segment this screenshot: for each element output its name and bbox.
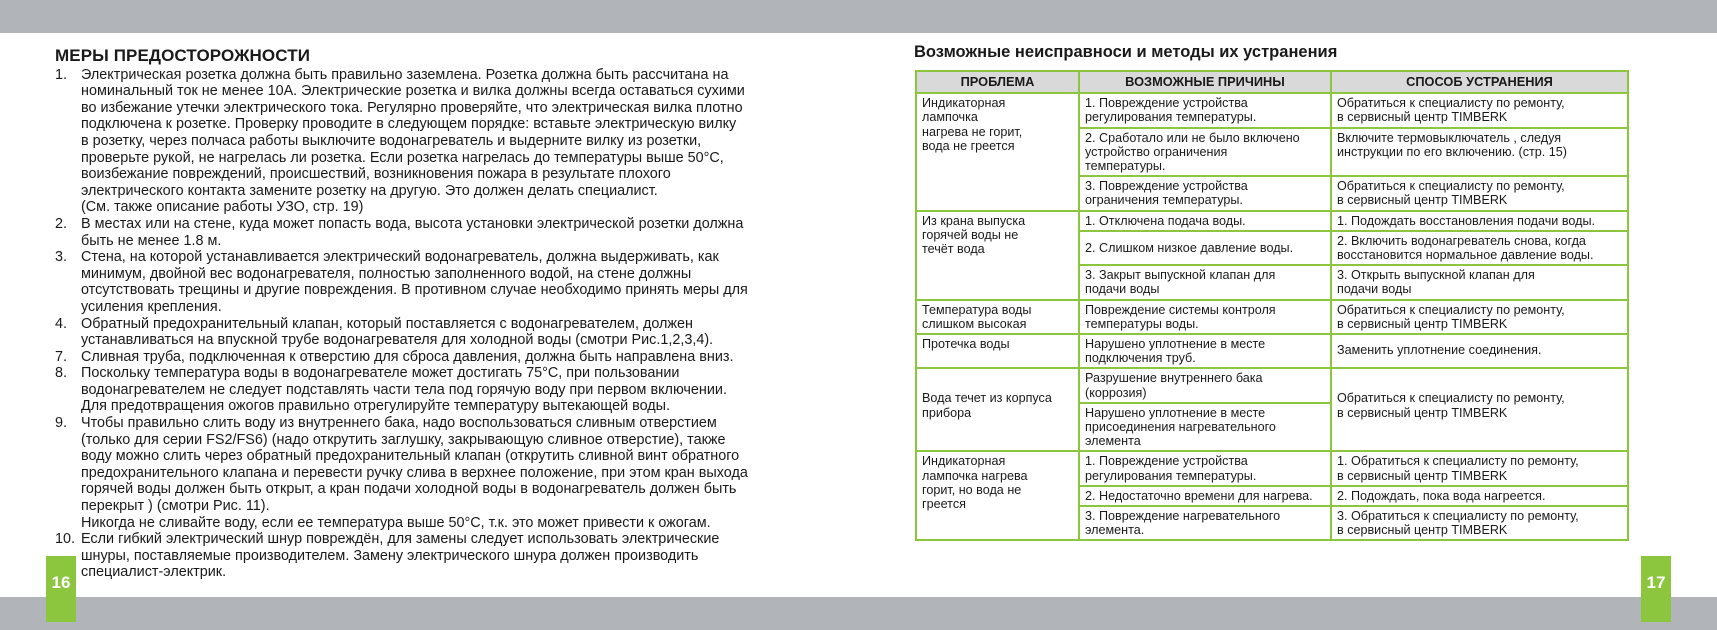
fix-cell — [1331, 506, 1628, 540]
problem-text: Вода течет из корпуса прибора — [922, 391, 1052, 420]
problem-cell — [916, 334, 1079, 368]
item-number: 1. — [55, 66, 68, 83]
fix-cell — [1331, 176, 1628, 210]
cause-text: 1. Отключена подача воды. — [1085, 213, 1246, 228]
item-number: 3. — [55, 249, 68, 266]
precaution-item — [55, 365, 830, 415]
table-row — [916, 211, 1628, 231]
item-number: 7. — [55, 348, 68, 365]
item-text: Электрическая розетка должна быть правильно заземлена. Розетка должна быть рассчитана на номинальный ток не менее 10А. Электрические розетка и вилка должны всегда оставаться сухими во избежание утечки электрического тока. Регулярно проверяйте, что электрическая вилка плотно подключена к розетке. Проверку проводите в следующем порядке: вставьте электрическую вилку в розетку, через полчаса работы выключите водонагреватель и выдерните вилку из розетки, проверьте рукой, не нагрелась ли розетка. Если розетка нагрелась до температуры выше 50°С, воизбежание повреждений, происшествий, возникновения пожара в результате плохого электрического контакта замените розетку на другую. Это должен делать специалист. (См. также описание работы УЗО, стр. 19) — [81, 66, 745, 216]
cause-cell — [1079, 176, 1331, 210]
item-text: Если гибкий электрический шнур повреждён, для замены следует использовать электрические шнуры, поставляемые производителем. Замену электрического шнура должен производить специалист-электрик. — [81, 531, 720, 581]
cause-text: Нарушено уплотнение в месте присоединения нагревательного элемента — [1085, 405, 1276, 449]
fix-cell — [1331, 334, 1628, 368]
cause-cell — [1079, 128, 1331, 177]
problem-cell — [916, 211, 1079, 300]
header-problem: ПРОБЛЕМА — [916, 71, 1079, 93]
cause-text: 3. Повреждение устройства ограничения температуры. — [1085, 179, 1248, 208]
precaution-item — [55, 349, 830, 366]
problem-text: Индикаторная лампочка нагрева горит, но вода не греется — [922, 454, 1028, 512]
cause-text: 2. Сработало или не было включено устройство ограничения температуры. — [1085, 130, 1300, 174]
fix-text: 3. Обратиться к специалисту по ремонту, в сервисный центр TIMBERK — [1337, 509, 1579, 538]
item-text: Стена, на которой устанавливается электрический водонагреватель, должна выдерживать, как минимум, двойной вес водонагревателя, полностью заполненного водой, на стене должны отсутствовать трещины и другие повреждения. В противном случае необходимо принять меры для усиления крепления. — [81, 249, 748, 315]
fix-text: 1. Подождать восстановления подачи воды. — [1337, 213, 1596, 228]
fix-cell — [1331, 211, 1628, 231]
header-solution: СПОСОБ УСТРАНЕНИЯ — [1331, 71, 1628, 93]
header-causes: ВОЗМОЖНЫЕ ПРИЧИНЫ — [1079, 71, 1331, 93]
cause-text: 3. Повреждение нагревательного элемента. — [1085, 509, 1281, 538]
problem-cell — [916, 451, 1079, 540]
cause-cell — [1079, 334, 1331, 368]
item-number: 4. — [55, 315, 68, 332]
table-row — [916, 451, 1628, 485]
item-number: 10. — [55, 531, 76, 548]
cause-cell — [1079, 300, 1331, 334]
cause-text: Нарушено уплотнение в месте подключения труб. — [1085, 337, 1266, 366]
table-header-row — [916, 71, 1628, 93]
table-row — [916, 300, 1628, 334]
cause-cell — [1079, 486, 1331, 506]
precaution-item — [55, 316, 830, 349]
problem-cell — [916, 368, 1079, 451]
item-text: В местах или на стене, куда может попасть вода, высота установки электрической розетки должна быть не менее 1.8 м. — [81, 215, 744, 249]
bottom-band — [0, 597, 1717, 630]
table-row — [916, 334, 1628, 368]
fix-text: Обратиться к специалисту по ремонту, в сервисный центр TIMBERK — [1337, 302, 1565, 331]
cause-cell — [1079, 231, 1331, 265]
item-text: Обратный предохранительный клапан, который поставляется с водонагревателем, должен устанавливаться на впускной трубе водонагревателя для холодной воды (смотри Рис.1,2,3,4). — [81, 315, 714, 349]
problem-cell — [916, 93, 1079, 210]
fix-cell — [1331, 451, 1628, 485]
fix-cell — [1331, 231, 1628, 265]
precaution-item — [55, 216, 830, 249]
cause-cell — [1079, 265, 1331, 299]
fix-text: 2. Подождать, пока вода нагреется. — [1337, 488, 1546, 503]
table-row — [916, 93, 1628, 127]
fix-text: Включите термовыключатель , следуя инструкции по его включению. (стр. 15) — [1337, 130, 1567, 159]
fix-cell — [1331, 265, 1628, 299]
precaution-item — [55, 249, 830, 315]
item-number: 9. — [55, 415, 68, 432]
table-row — [916, 368, 1628, 402]
item-number: 2. — [55, 215, 68, 232]
cause-cell — [1079, 211, 1331, 231]
item-text: Поскольку температура воды в водонагревателе может достигать 75°С, при пользовании водонагревателем не следует подставлять части тела под горячую воду при первом включении. Для предотвращения ожогов правильно отрегулируйте температуру вытекающей воды. — [81, 365, 727, 415]
problem-text: Температура воды слишком высокая — [922, 302, 1032, 331]
fix-text: Обратиться к специалисту по ремонту, в сервисный центр TIMBERK — [1337, 391, 1565, 420]
fix-text: 3. Открыть выпускной клапан для подачи воды — [1337, 268, 1535, 297]
troubleshooting-table — [915, 70, 1629, 541]
item-text: Сливная труба, подключенная к отверстию для сброса давления, должна быть направлена вниз. — [81, 348, 734, 365]
item-number: 8. — [55, 365, 68, 382]
fix-text: 1. Обратиться к специалисту по ремонту, в сервисный центр TIMBERK — [1337, 454, 1579, 483]
cause-cell — [1079, 368, 1331, 402]
precaution-item — [55, 415, 830, 531]
fix-cell — [1331, 300, 1628, 334]
fix-text: Заменить уплотнение соединения. — [1337, 343, 1542, 358]
fix-cell — [1331, 368, 1628, 451]
precautions-list — [55, 67, 830, 581]
fix-text: 2. Включить водонагреватель снова, когда восстановится нормальное давление воды. — [1337, 233, 1594, 263]
cause-cell — [1079, 93, 1331, 127]
problem-text: Индикаторная лампочка нагрева не горит, вода не греется — [922, 96, 1023, 153]
precaution-item — [55, 67, 830, 216]
item-text: Чтобы правильно слить воду из внутреннего бака, надо воспользоваться сливным отверстием (только для серии FS2/FS6) (надо открутить заглушку, закрывающую сливное отверстие), также воду можно слить через обратный предохранительный клапан (открутить сливной винт обратного предохранительного клапана и перевести ручку слива в верхнее положение, при этом кран выхода горячей воды должен быть открыт, а кран подачи холодной воды в водонагреватель должен быть перекрыт ) (смотри Рис. 11). Никогда не сливайте воду, если ее температура выше 50°С, т.к. это может привести к ожогам. — [81, 415, 748, 531]
precaution-item — [55, 531, 830, 581]
page-number-left: 16 — [46, 556, 76, 622]
top-band — [0, 0, 1717, 33]
problem-cell — [916, 300, 1079, 334]
fix-cell — [1331, 486, 1628, 506]
cause-text: 3. Закрыт выпускной клапан для подачи воды — [1085, 268, 1276, 297]
fix-text: Обратиться к специалисту по ремонту, в сервисный центр TIMBERK — [1337, 179, 1565, 208]
fix-cell — [1331, 128, 1628, 177]
cause-text: Повреждение системы контроля температуры воды. — [1085, 302, 1276, 331]
problem-text: Протечка воды — [922, 337, 1010, 352]
cause-cell — [1079, 403, 1331, 452]
page-number-right: 17 — [1641, 556, 1671, 622]
troubleshooting-title: Возможные неисправноси и методы их устранения — [914, 43, 1338, 61]
precautions-title: МЕРЫ ПРЕДОСТОРОЖНОСТИ — [55, 46, 311, 65]
cause-text: Разрушение внутреннего бака (коррозия) — [1085, 371, 1263, 400]
cause-text: 2. Слишком низкое давление воды. — [1085, 240, 1294, 255]
cause-text: 1. Повреждение устройства регулирования температуры. — [1085, 454, 1257, 483]
cause-text: 2. Недостаточно времени для нагрева. — [1085, 488, 1313, 503]
fix-text: Обратиться к специалисту по ремонту, в сервисный центр TIMBERK — [1337, 96, 1565, 125]
cause-cell — [1079, 451, 1331, 485]
cause-cell — [1079, 506, 1331, 540]
problem-text: Из крана выпуска горячей воды не течёт вода — [922, 213, 1026, 257]
cause-text: 1. Повреждение устройства регулирования температуры. — [1085, 96, 1257, 125]
fix-cell — [1331, 93, 1628, 127]
precautions-section — [55, 48, 830, 581]
